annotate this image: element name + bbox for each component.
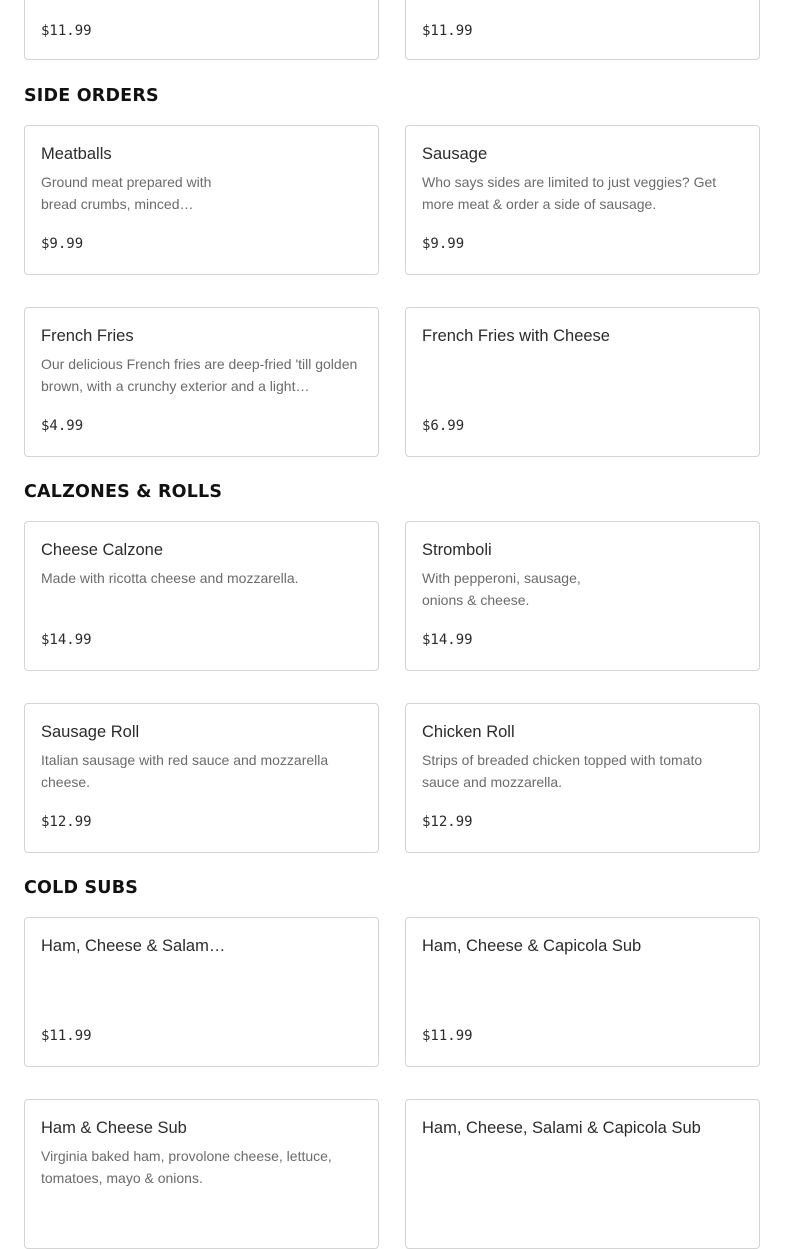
menu-item-card[interactable] — [24, 125, 379, 275]
item-name: French Fries — [41, 327, 134, 345]
menu-item-card[interactable] — [405, 521, 760, 671]
item-description: With pepperoni, sausage, onions & cheese. — [422, 570, 581, 608]
item-price: $9.99 — [41, 236, 84, 252]
item-name: Stromboli — [422, 541, 492, 559]
item-price: $6.99 — [422, 418, 465, 434]
item-name: Cheese Calzone — [41, 541, 163, 559]
item-description: Who says sides are limited to just veggies? Get more meat & order a side of sausage. — [422, 174, 717, 212]
item-name: Meatballs — [41, 145, 112, 163]
menu-item-card[interactable] — [24, 917, 379, 1067]
item-description: Made with ricotta cheese and mozzarella. — [41, 570, 299, 586]
item-description: Ground meat prepared with bread crumbs, minced… — [41, 174, 212, 212]
item-price: $12.99 — [41, 814, 92, 830]
menu-item-card[interactable] — [24, 0, 379, 60]
section-heading-cold-subs: COLD SUBS — [24, 878, 139, 898]
menu-item-card[interactable] — [24, 521, 379, 671]
item-name: Ham, Cheese & Salam… — [41, 937, 226, 955]
item-name: Ham & Cheese Sub — [41, 1119, 187, 1137]
item-name: Sausage — [422, 145, 488, 163]
item-description: Our delicious French fries are deep-fried 'till golden brown, with a crunchy exterior and a light… — [41, 356, 358, 394]
item-name: French Fries with Cheese — [422, 327, 610, 345]
item-name: Ham, Cheese & Capicola Sub — [422, 937, 642, 955]
item-price: $11.99 — [422, 1028, 473, 1044]
section-heading-side-orders: SIDE ORDERS — [24, 86, 159, 106]
item-description: Strips of breaded chicken topped with tomato sauce and mozzarella. — [422, 752, 703, 790]
item-price: $11.99 — [41, 1028, 92, 1044]
menu-item-card[interactable] — [405, 917, 760, 1067]
item-price: $11.99 — [422, 23, 473, 39]
menu-item-card[interactable] — [24, 1099, 379, 1249]
item-name: Chicken Roll — [422, 723, 515, 741]
item-description: Virginia baked ham, provolone cheese, lettuce, tomatoes, mayo & onions. — [41, 1148, 332, 1186]
item-price: $14.99 — [422, 632, 473, 648]
item-price: $4.99 — [41, 418, 84, 434]
item-name: Sausage Roll — [41, 723, 140, 741]
menu-item-card[interactable] — [405, 125, 760, 275]
menu-item-card[interactable] — [24, 307, 379, 457]
menu-item-card[interactable] — [405, 703, 760, 853]
item-price: $9.99 — [422, 236, 465, 252]
item-description: Italian sausage with red sauce and mozzarella cheese. — [41, 752, 329, 790]
section-heading-calzones-rolls: CALZONES & ROLLS — [24, 482, 223, 502]
item-price: $14.99 — [41, 632, 92, 648]
menu-item-card[interactable] — [24, 703, 379, 853]
menu-item-card[interactable] — [405, 0, 760, 60]
item-name: Ham, Cheese, Salami & Capicola Sub — [422, 1119, 701, 1137]
item-price: $11.99 — [41, 23, 92, 39]
menu-item-card[interactable] — [405, 307, 760, 457]
menu-item-card[interactable] — [405, 1099, 760, 1249]
item-price: $12.99 — [422, 814, 473, 830]
